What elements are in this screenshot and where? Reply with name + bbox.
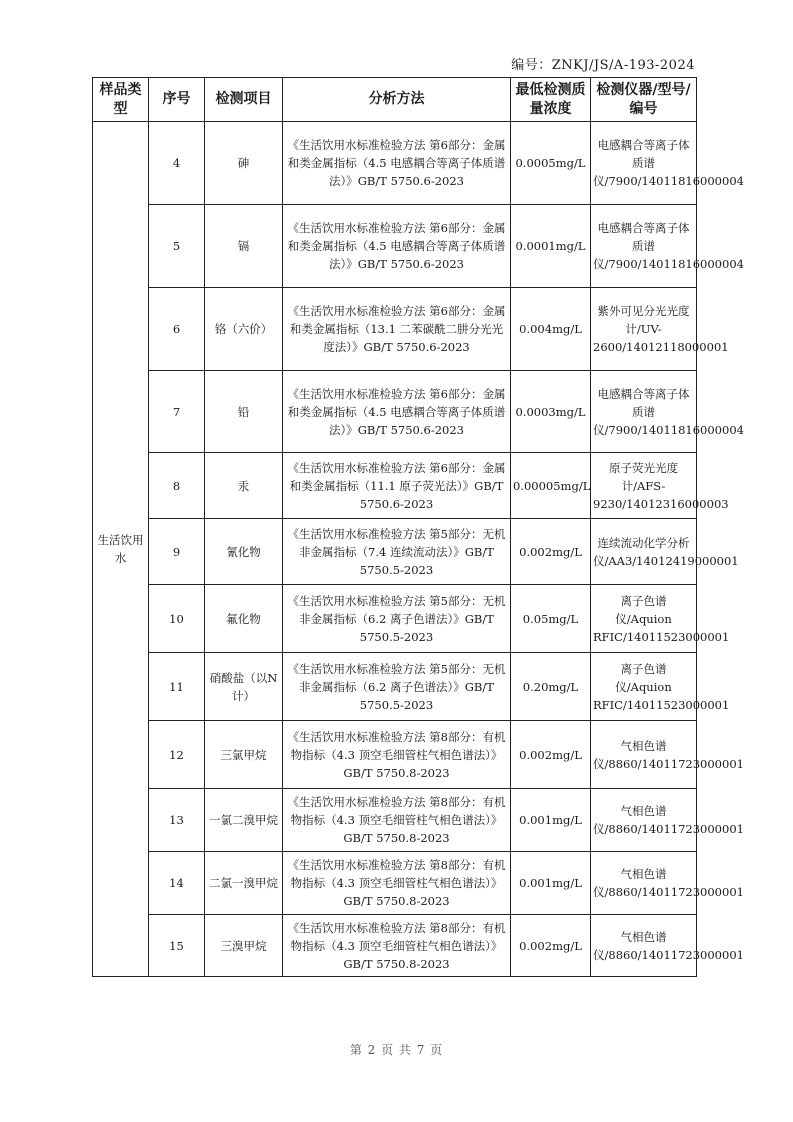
table-row bbox=[93, 721, 697, 789]
table-row bbox=[93, 205, 697, 288]
seq-cell: 15 bbox=[149, 915, 205, 977]
item-cell: 铅 bbox=[205, 371, 283, 453]
instrument-cell: 电感耦合等离子体质谱仪/7900/14011816000004 bbox=[591, 371, 697, 453]
table-row bbox=[93, 915, 697, 977]
conc-cell: 0.002mg/L bbox=[511, 915, 591, 977]
method-table bbox=[92, 77, 744, 977]
item-cell: 二氯一溴甲烷 bbox=[205, 852, 283, 915]
seq-cell: 13 bbox=[149, 789, 205, 852]
table-header-row bbox=[93, 78, 697, 122]
item-cell: 铬（六价） bbox=[205, 288, 283, 371]
table-row bbox=[93, 519, 697, 585]
item-cell: 砷 bbox=[205, 122, 283, 205]
conc-cell: 0.002mg/L bbox=[511, 519, 591, 585]
instrument-cell: 离子色谱仪/Aquion RFIC/14011523000001 bbox=[591, 585, 697, 653]
conc-cell: 0.002mg/L bbox=[511, 721, 591, 789]
document-number: 编号：ZNKJ/JS/A-193-2024 bbox=[511, 58, 695, 73]
seq-cell: 4 bbox=[149, 122, 205, 205]
table-row bbox=[93, 789, 697, 852]
sample-type-cell: 生活饮用水 bbox=[93, 122, 149, 977]
item-cell: 氟化物 bbox=[205, 585, 283, 653]
table-row bbox=[93, 453, 697, 519]
header-item: 检测项目 bbox=[205, 78, 283, 122]
table-row bbox=[93, 852, 697, 915]
method-cell: 《生活饮用水标准检验方法 第6部分：金属和类金属指标（4.5 电感耦合等离子体质谱法）》GB/T 5750.6-2023 bbox=[283, 122, 511, 205]
method-cell: 《生活饮用水标准检验方法 第6部分：金属和类金属指标（4.5 电感耦合等离子体质谱法）》GB/T 5750.6-2023 bbox=[283, 205, 511, 288]
item-cell: 三溴甲烷 bbox=[205, 915, 283, 977]
item-cell: 一氯二溴甲烷 bbox=[205, 789, 283, 852]
seq-cell: 9 bbox=[149, 519, 205, 585]
instrument-cell: 原子荧光光度计/AFS-9230/14012316000003 bbox=[591, 453, 697, 519]
instrument-cell: 连续流动化学分析仪/AA3/14012419000001 bbox=[591, 519, 697, 585]
table-row bbox=[93, 371, 697, 453]
conc-cell: 0.001mg/L bbox=[511, 852, 591, 915]
table-row bbox=[93, 653, 697, 721]
header-method: 分析方法 bbox=[283, 78, 511, 122]
instrument-cell: 电感耦合等离子体质谱仪/7900/14011816000004 bbox=[591, 122, 697, 205]
conc-cell: 0.0003mg/L bbox=[511, 371, 591, 453]
instrument-cell: 气相色谱仪/8860/14011723000001 bbox=[591, 852, 697, 915]
method-cell: 《生活饮用水标准检验方法 第8部分：有机物指标（4.3 顶空毛细管柱气相色谱法）》GB/T 5750.8-2023 bbox=[283, 721, 511, 789]
instrument-cell: 气相色谱仪/8860/14011723000001 bbox=[591, 721, 697, 789]
instrument-cell: 离子色谱仪/Aquion RFIC/14011523000001 bbox=[591, 653, 697, 721]
method-cell: 《生活饮用水标准检验方法 第8部分：有机物指标（4.3 顶空毛细管柱气相色谱法）》GB/T 5750.8-2023 bbox=[283, 915, 511, 977]
seq-cell: 10 bbox=[149, 585, 205, 653]
conc-cell: 0.20mg/L bbox=[511, 653, 591, 721]
item-cell: 汞 bbox=[205, 453, 283, 519]
method-cell: 《生活饮用水标准检验方法 第6部分：金属和类金属指标（11.1 原子荧光法）》GB/T 5750.6-2023 bbox=[283, 453, 511, 519]
seq-cell: 12 bbox=[149, 721, 205, 789]
seq-cell: 14 bbox=[149, 852, 205, 915]
method-cell: 《生活饮用水标准检验方法 第5部分：无机非金属指标（7.4 连续流动法）》GB/T 5750.5-2023 bbox=[283, 519, 511, 585]
table-row bbox=[93, 122, 697, 205]
header-sample-type: 样品类型 bbox=[93, 78, 149, 122]
seq-cell: 5 bbox=[149, 205, 205, 288]
seq-cell: 11 bbox=[149, 653, 205, 721]
instrument-cell: 紫外可见分光光度计/UV-2600/14012118000001 bbox=[591, 288, 697, 371]
method-cell: 《生活饮用水标准检验方法 第6部分：金属和类金属指标（4.5 电感耦合等离子体质谱法）》GB/T 5750.6-2023 bbox=[283, 371, 511, 453]
header-instrument: 检测仪器/型号/编号 bbox=[591, 78, 697, 122]
method-cell: 《生活饮用水标准检验方法 第5部分：无机非金属指标（6.2 离子色谱法）》GB/T 5750.5-2023 bbox=[283, 585, 511, 653]
instrument-cell: 气相色谱仪/8860/14011723000001 bbox=[591, 915, 697, 977]
table-row bbox=[93, 288, 697, 371]
conc-cell: 0.00005mg/L bbox=[511, 453, 591, 519]
instrument-cell: 气相色谱仪/8860/14011723000001 bbox=[591, 789, 697, 852]
table-row bbox=[93, 585, 697, 653]
conc-cell: 0.0005mg/L bbox=[511, 122, 591, 205]
instrument-cell: 电感耦合等离子体质谱仪/7900/14011816000004 bbox=[591, 205, 697, 288]
header-seq: 序号 bbox=[149, 78, 205, 122]
method-cell: 《生活饮用水标准检验方法 第8部分：有机物指标（4.3 顶空毛细管柱气相色谱法）》GB/T 5750.8-2023 bbox=[283, 852, 511, 915]
method-cell: 《生活饮用水标准检验方法 第8部分：有机物指标（4.3 顶空毛细管柱气相色谱法）》GB/T 5750.8-2023 bbox=[283, 789, 511, 852]
item-cell: 氰化物 bbox=[205, 519, 283, 585]
conc-cell: 0.0001mg/L bbox=[511, 205, 591, 288]
item-cell: 硝酸盐（以N计） bbox=[205, 653, 283, 721]
item-cell: 三氯甲烷 bbox=[205, 721, 283, 789]
method-cell: 《生活饮用水标准检验方法 第5部分：无机非金属指标（6.2 离子色谱法）》GB/T 5750.5-2023 bbox=[283, 653, 511, 721]
conc-cell: 0.001mg/L bbox=[511, 789, 591, 852]
seq-cell: 7 bbox=[149, 371, 205, 453]
seq-cell: 8 bbox=[149, 453, 205, 519]
item-cell: 镉 bbox=[205, 205, 283, 288]
header-min-conc: 最低检测质量浓度 bbox=[511, 78, 591, 122]
seq-cell: 6 bbox=[149, 288, 205, 371]
conc-cell: 0.004mg/L bbox=[511, 288, 591, 371]
page-number-footer: 第 2 页 共 7 页 bbox=[349, 1043, 444, 1057]
method-cell: 《生活饮用水标准检验方法 第6部分：金属和类金属指标（13.1 二苯碳酰二肼分光光度法）》GB/T 5750.6-2023 bbox=[283, 288, 511, 371]
conc-cell: 0.05mg/L bbox=[511, 585, 591, 653]
